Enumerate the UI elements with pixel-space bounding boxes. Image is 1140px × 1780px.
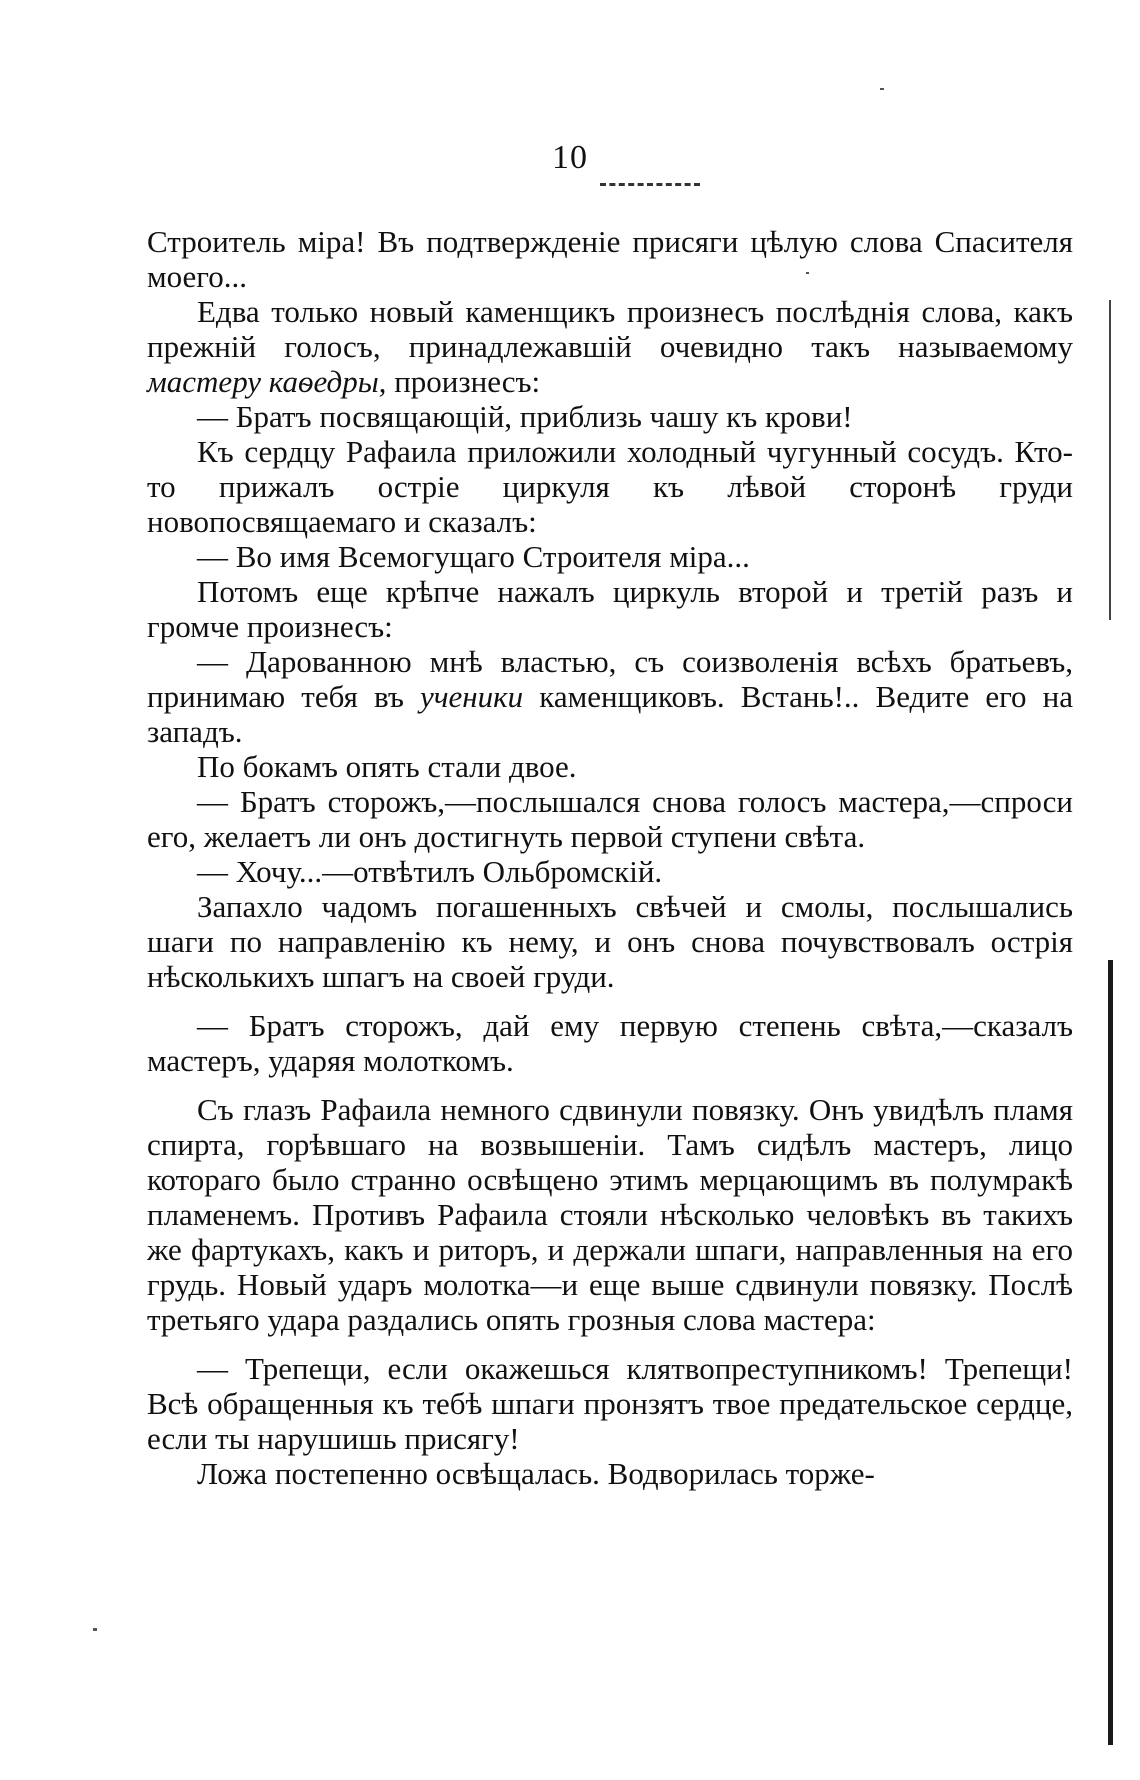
paragraph <box>147 749 1073 784</box>
paragraph-text: — Братъ сторожъ,—послышался снова голосъ мастера,—спроси его, желаетъ ли онъ достигнуть первой ступени свѣта. <box>147 784 1073 854</box>
text-column <box>147 224 1073 1491</box>
scan-edge-bar <box>1108 960 1113 1745</box>
paragraph <box>147 539 1073 574</box>
paragraph-text: — Трепещи, если окажешься клятвопреступникомъ! Трепещи! Всѣ обращенныя къ тебѣ шпаги пронзятъ твое предательское сердце, если ты нарушишь присягу! <box>147 1351 1073 1456</box>
paragraph <box>147 1092 1073 1337</box>
paragraph <box>147 224 1073 294</box>
scan-edge-line <box>1109 300 1111 620</box>
paragraph <box>147 889 1073 994</box>
paragraph-text: Запахло чадомъ погашенныхъ свѣчей и смолы, послышались шаги по направленію къ нему, и онъ снова почувствовалъ острія нѣсколькихъ шпагъ на своей груди. <box>147 889 1073 994</box>
paragraph-text: произнесъ: <box>386 364 541 399</box>
emphasized-text: мастеру каѳедры, <box>147 364 387 399</box>
paragraph-text: — Братъ посвящающій, приблизь чашу къ крови! <box>197 399 853 434</box>
paragraph <box>147 854 1073 889</box>
paragraph <box>147 1008 1073 1078</box>
scan-speck <box>806 272 809 274</box>
paragraph <box>147 574 1073 644</box>
paragraph-text: Съ глазъ Рафаила немного сдвинули повязку. Онъ увидѣлъ пламя спирта, горѣвшаго на возвышеніи. Тамъ сидѣлъ мастеръ, лицо котораго было странно освѣщено этимъ мерцающимъ въ полумракѣ пламенемъ. Противъ Рафаила стояли нѣсколько человѣкъ въ такихъ же фартукахъ, какъ и риторъ, и держали шпаги, направленныя на его грудь. Новый ударъ молотка—и еще выше сдвинули повязку. Послѣ третьяго удара раздались опять грозныя слова мастера: <box>147 1092 1073 1337</box>
paragraph <box>147 784 1073 854</box>
paragraph <box>147 1456 1073 1491</box>
paragraph-text: каменщиковъ. Встань!.. Ведите его на западъ. <box>147 679 1073 749</box>
paragraph-text: Къ сердцу Рафаила приложили холодный чугунный сосудъ. Кто-то прижалъ остріе циркуля къ лѣвой сторонѣ груди новопосвящаемаго и сказалъ: <box>147 434 1073 539</box>
emphasized-text: ученики <box>419 679 524 714</box>
paragraph-text: Строитель міра! Въ подтвержденіе присяги цѣлую слова Спасителя моего... <box>147 224 1073 294</box>
paragraph-text: По бокамъ опять стали двое. <box>197 749 577 784</box>
paragraph-text: — Во имя Всемогущаго Строителя міра... <box>197 539 750 574</box>
page-number-rule <box>600 183 700 186</box>
page-number: 10 <box>552 139 588 176</box>
paragraph <box>147 1351 1073 1456</box>
paragraph <box>147 434 1073 539</box>
paragraph-text: — Дарованною мнѣ властью, съ соизволенія всѣхъ братьевъ, принимаю тебя въ <box>147 644 1073 714</box>
scan-speck <box>880 88 884 90</box>
paragraph <box>147 399 1073 434</box>
paragraph <box>147 644 1073 749</box>
paragraph-text: Ложа постепенно освѣщалась. Водворилась торже- <box>197 1456 875 1491</box>
paragraph <box>147 294 1073 399</box>
paragraph-text: — Братъ сторожъ, дай ему первую степень свѣта,—сказалъ мастеръ, ударяя молоткомъ. <box>147 1008 1073 1078</box>
paragraph-text: Едва только новый каменщикъ произнесъ послѣднія слова, какъ прежній голосъ, принадлежавшій очевидно такъ называемому <box>147 294 1073 364</box>
scan-speck <box>93 1628 97 1631</box>
paragraph-text: — Хочу...—отвѣтилъ Ольбромскій. <box>197 854 663 889</box>
paragraph-text: Потомъ еще крѣпче нажалъ циркуль второй и третій разъ и громче произнесъ: <box>147 574 1073 644</box>
